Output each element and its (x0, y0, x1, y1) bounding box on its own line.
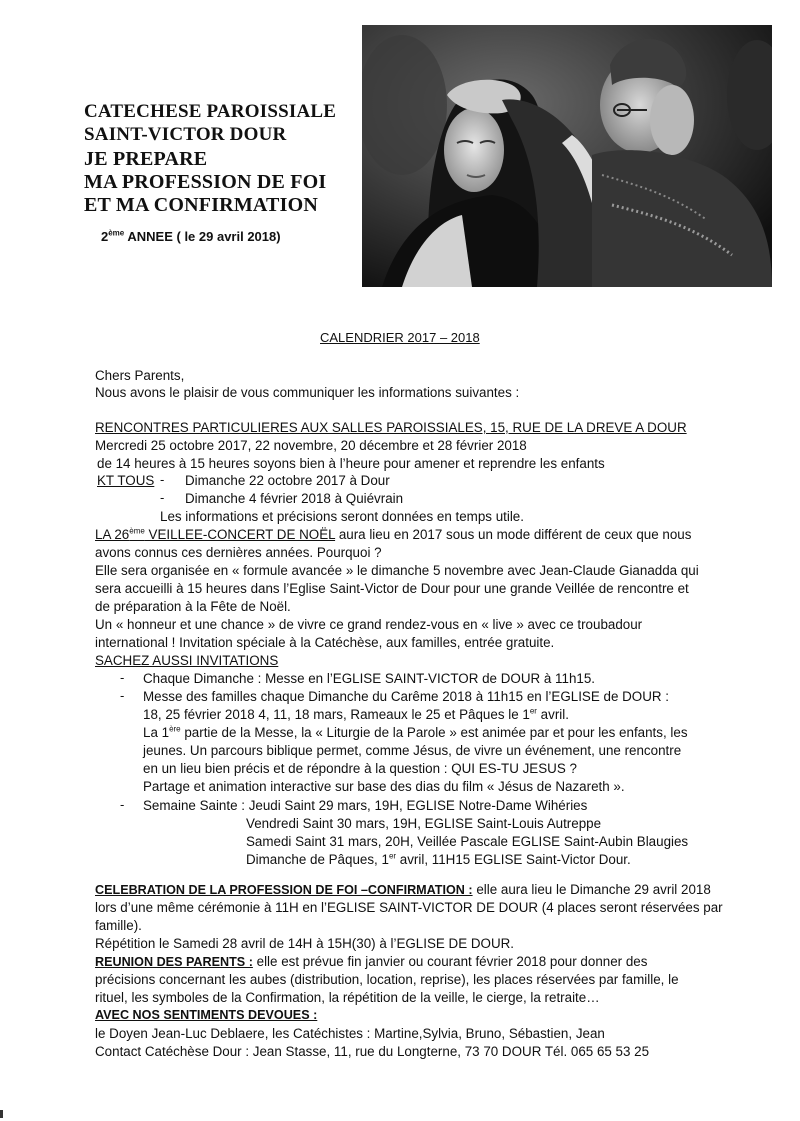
confirmation-photo (362, 25, 772, 287)
easter-sup: er (388, 851, 397, 861)
families-dates-a: 18, 25 février 2018 4, 11, 18 mars, Rameaux le 25 et Pâques le 1 (143, 707, 530, 722)
sachez-sunday: Chaque Dimanche : Messe en l’EGLISE SAINT-VICTOR de DOUR à 11h15. (143, 671, 596, 686)
meetings-heading: RENCONTRES PARTICULIERES AUX SALLES PAROISSIALES, 15, RUE DE LA DREVE A DOUR (95, 420, 687, 435)
reunion-line-3: rituel, les symboles de la Confirmation, la répétition de la veille, le cierge, la retraite… (95, 990, 600, 1005)
sachez-part-line-4: Partage et animation interactive sur base des dias du film « Jésus de Nazareth ». (143, 779, 625, 794)
closing-signers: le Doyen Jean-Luc Deblaere, les Catéchistes : Martine,Sylvia, Bruno, Sébastien, Jean (95, 1026, 605, 1041)
sachez-part-line-2: jeunes. Un parcours biblique permet, comme Jésus, de vivre un événement, une rencontre (143, 743, 682, 758)
families-dates-b: avril. (536, 707, 569, 722)
part-a: La 1 (143, 725, 170, 740)
kt-dash-1: - (160, 472, 165, 487)
celebration-line-2: lors d’une même cérémonie à 11H en l’EGLISE SAINT-VICTOR DE DOUR (4 places seront réservées par (95, 900, 723, 915)
part-b: partie de la Messe, la « Liturgie de la Parole » est animée par et pour les enfants, les (180, 725, 688, 740)
calendar-title: CALENDRIER 2017 – 2018 (320, 330, 480, 345)
intro: Nous avons le plaisir de vous communiquer les informations suivantes : (95, 385, 520, 400)
title-line-5: ET MA CONFIRMATION (84, 194, 318, 216)
sachez-part-line-3: en un lieu bien précis et de répondre à la question : QUI ES-TU JESUS ? (143, 761, 577, 776)
kt-label: KT TOUS (97, 473, 155, 488)
easter-b: avril, 11H15 EGLISE Saint-Victor Dour. (396, 852, 631, 867)
title-line-3: JE PREPARE (84, 148, 208, 170)
sachez-dash-1: - (120, 670, 125, 685)
celebration-rest: elle aura lieu le Dimanche 29 avril 2018 (472, 882, 711, 897)
year-sup: ème (108, 228, 125, 238)
part-sup: ère (169, 724, 181, 734)
title-line-4: MA PROFESSION DE FOI (84, 171, 327, 193)
title-block (84, 100, 336, 217)
veillee-line-3: Elle sera organisée en « formule avancée » le dimanche 5 novembre avec Jean-Claude Gianadda qui (95, 563, 699, 578)
veillee-line-4: sera accueilli à 15 heures dans l’Eglise Saint-Victor de Dour pour une grande Veillée de rencontre et (95, 581, 689, 596)
holy-week-3: Samedi Saint 31 mars, 20H, Veillée Pascale EGLISE Saint-Aubin Blaugies (246, 834, 689, 849)
sachez-dash-2: - (120, 688, 125, 703)
veillee-label-sup: ème (129, 526, 145, 536)
greeting: Chers Parents, (95, 368, 185, 383)
holy-week-1: Semaine Sainte : Jeudi Saint 29 mars, 19H, EGLISE Notre-Dame Wihéries (143, 798, 588, 813)
celebration-line-3: famille). (95, 918, 142, 933)
veillee-line-2: avons connus ces dernières années. Pourquoi ? (95, 545, 382, 560)
closing-heading: AVEC NOS SENTIMENTS DEVOUES : (95, 1008, 318, 1022)
sachez-dash-3: - (120, 797, 125, 812)
veillee-line-1 (95, 526, 691, 543)
meetings-hours: de 14 heures à 15 heures soyons bien à l’heure pour amener et reprendre les enfants (97, 456, 605, 471)
holy-week-2: Vendredi Saint 30 mars, 19H, EGLISE Saint-Louis Autreppe (246, 816, 602, 831)
sachez-families-dates (143, 706, 569, 723)
scan-edge-mark (0, 1110, 3, 1118)
veillee-label-b: VEILLEE-CONCERT DE NOËL (144, 527, 336, 542)
photo-svg (362, 25, 772, 287)
year-line (101, 229, 281, 244)
kt-item-1: Dimanche 22 octobre 2017 à Dour (185, 473, 390, 488)
kt-note: Les informations et précisions seront données en temps utile. (160, 509, 524, 524)
families-dates-sup: er (529, 706, 537, 716)
title-line-2: SAINT-VICTOR DOUR (84, 124, 287, 145)
reunion-rest: elle est prévue fin janvier ou courant février 2018 pour donner des (252, 954, 648, 969)
kt-dash-2: - (160, 490, 165, 505)
meetings-dates: Mercredi 25 octobre 2017, 22 novembre, 20 décembre et 28 février 2018 (95, 438, 527, 453)
sachez-part-line-1 (143, 724, 688, 741)
holy-week-4 (246, 851, 631, 868)
veillee-label-a: LA 26 (95, 527, 130, 542)
reunion-line-2: précisions concernant les aubes (distribution, location, reprise), les places réservées par famille, le (95, 972, 679, 987)
reunion-heading: REUNION DES PARENTS : (95, 955, 253, 969)
kt-item-2: Dimanche 4 février 2018 à Quiévrain (185, 491, 404, 506)
easter-a: Dimanche de Pâques, 1 (246, 852, 389, 867)
sachez-heading: SACHEZ AUSSI INVITATIONS (95, 653, 279, 668)
veillee-line-1-rest: aura lieu en 2017 sous un mode différent de ceux que nous (335, 527, 692, 542)
closing-contact: Contact Catéchèse Dour : Jean Stasse, 11, rue du Longterne, 73 70 DOUR Tél. 065 65 53 25 (95, 1044, 650, 1059)
celebration-line-1 (95, 881, 711, 899)
veillee-line-6: Un « honneur et une chance » de vivre ce grand rendez-vous en « live » avec ce troubadour (95, 617, 643, 632)
veillee-line-5: de préparation à la Fête de Noël. (95, 599, 291, 614)
title-line-1: CATECHESE PAROISSIALE (84, 101, 337, 122)
veillee-line-7: international ! Invitation spéciale à la Catéchèse, aux familles, entrée gratuite. (95, 635, 555, 650)
celebration-heading: CELEBRATION DE LA PROFESSION DE FOI –CONFIRMATION : (95, 883, 473, 897)
year-text: ANNEE ( le 29 avril 2018) (124, 229, 281, 244)
reunion-line-1 (95, 953, 647, 971)
veillee-label (95, 527, 335, 542)
sachez-families: Messe des familles chaque Dimanche du Carême 2018 à 11h15 en l’EGLISE de DOUR : (143, 689, 669, 704)
year-number: 2 (101, 229, 109, 244)
celebration-line-4: Répétition le Samedi 28 avril de 14H à 15H(30) à l’EGLISE DE DOUR. (95, 936, 515, 951)
